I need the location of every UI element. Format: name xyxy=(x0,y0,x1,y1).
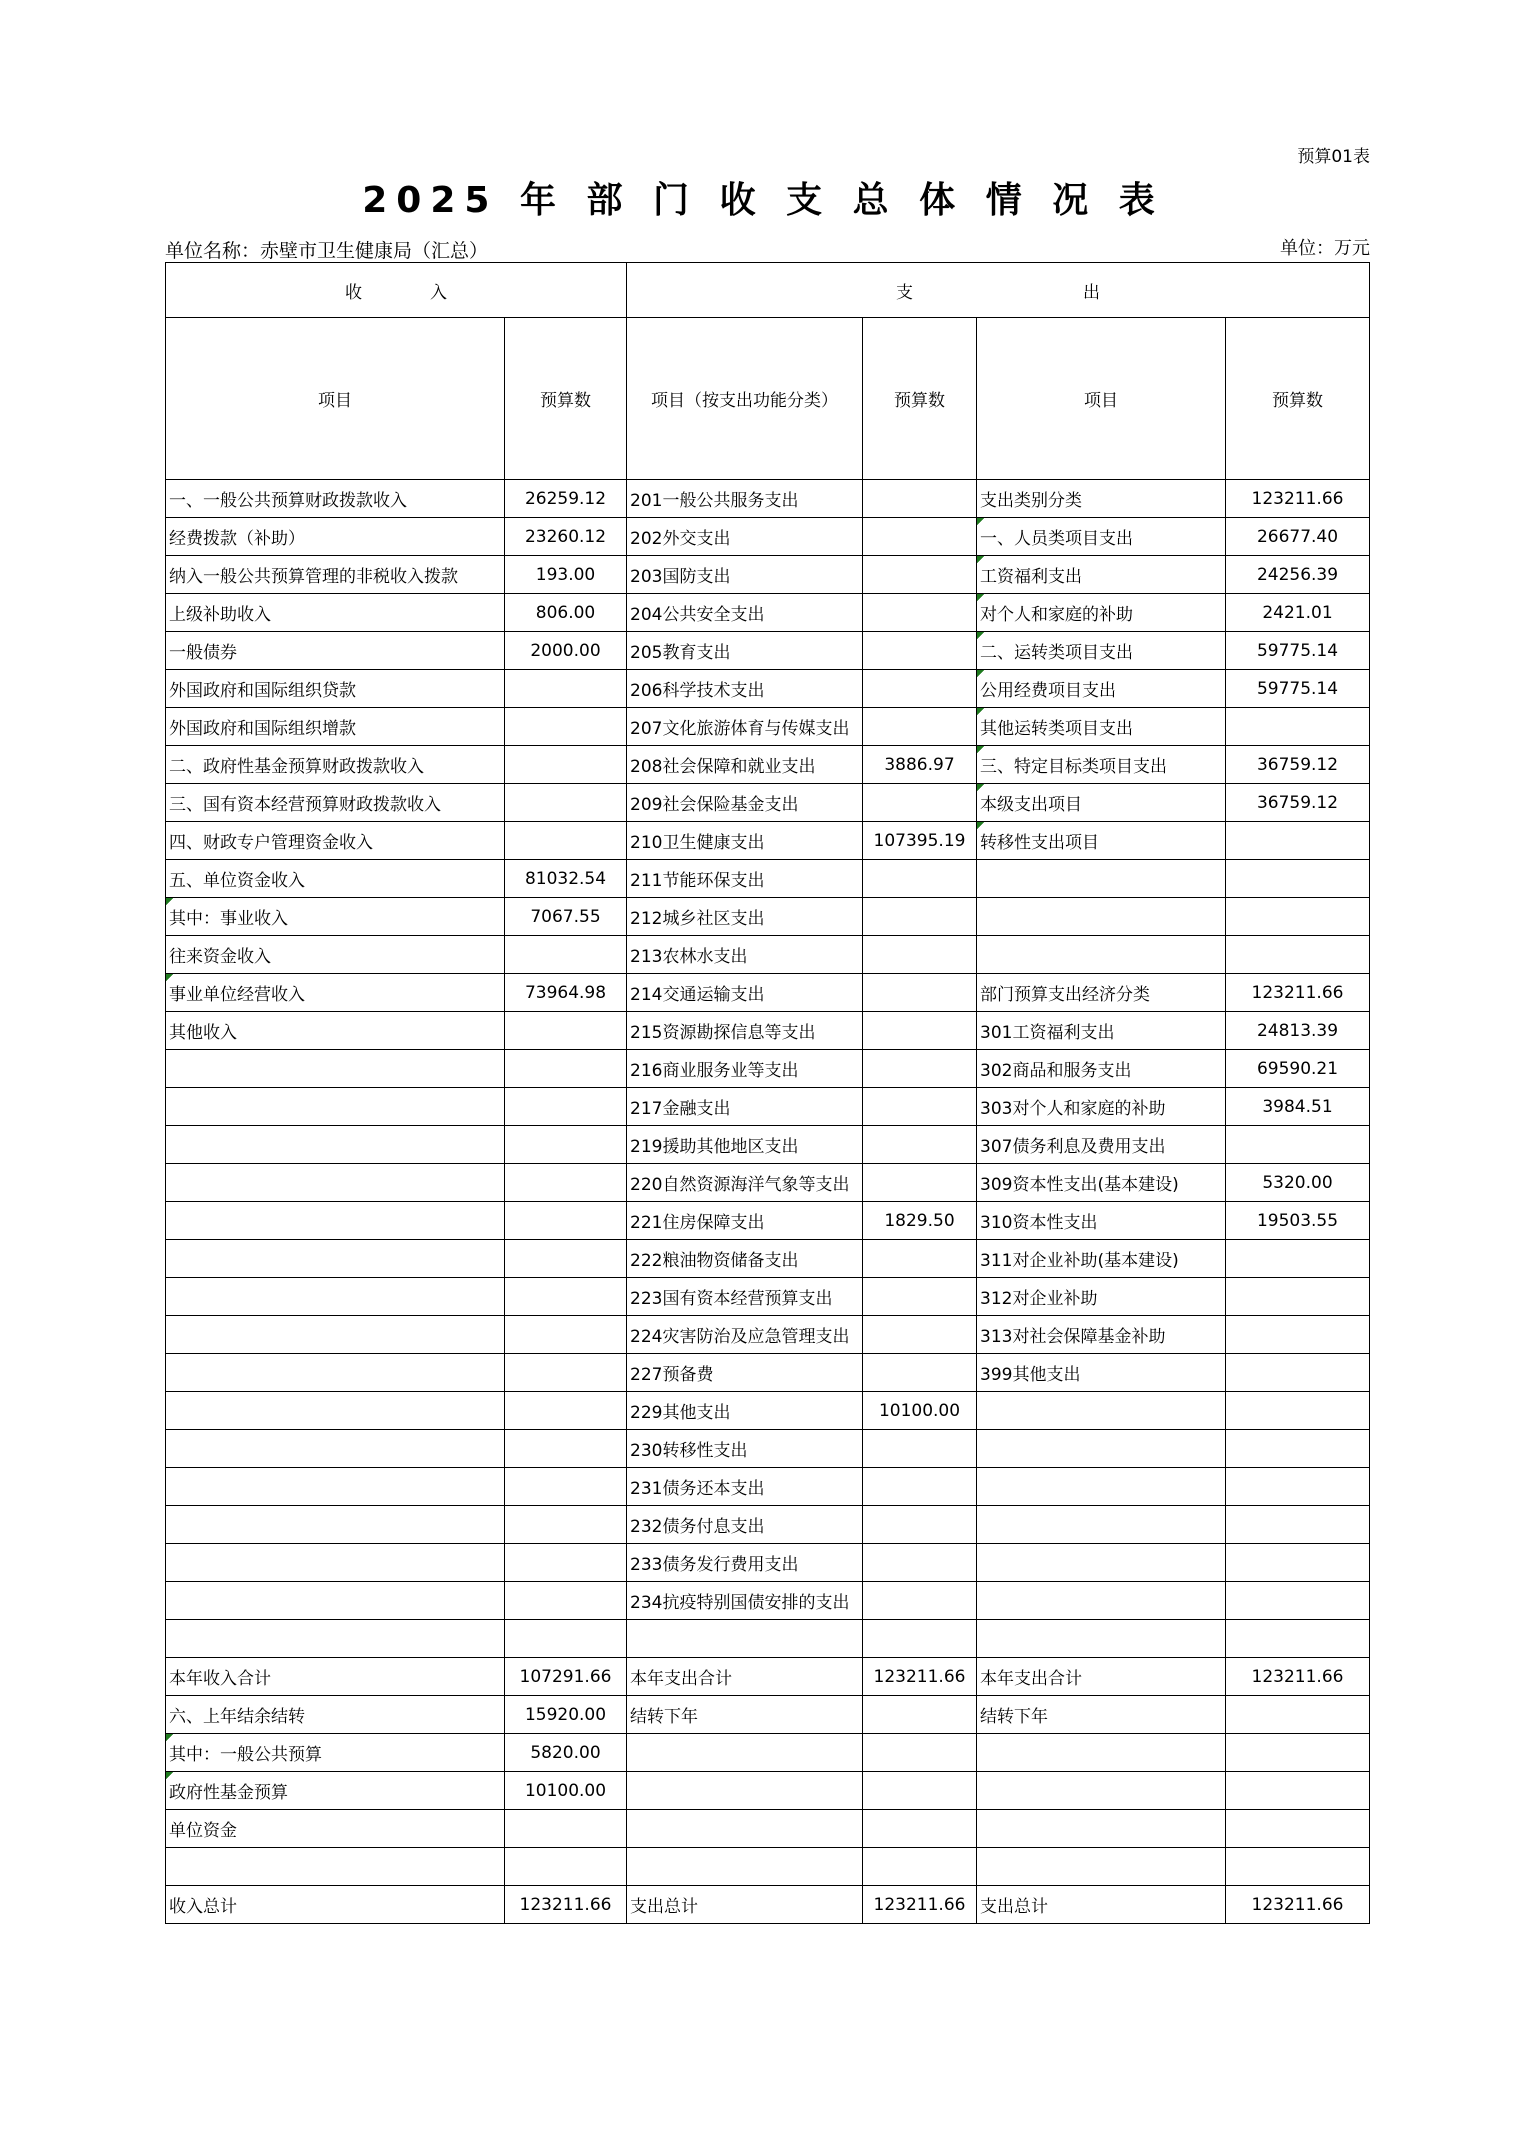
function-amount-cell xyxy=(863,594,977,632)
function-amount-cell xyxy=(863,1316,977,1354)
economic-amount-cell xyxy=(1226,1392,1370,1430)
function-amount-cell xyxy=(863,860,977,898)
function-item-cell: 220自然资源海洋气象等支出 xyxy=(627,1164,863,1202)
economic-amount-cell xyxy=(1226,1734,1370,1772)
function-amount-cell xyxy=(863,1620,977,1658)
income-amount-cell: 15920.00 xyxy=(505,1696,627,1734)
income-amount-cell: 7067.55 xyxy=(505,898,627,936)
economic-amount-cell xyxy=(1226,1354,1370,1392)
economic-item-cell: 312对企业补助 xyxy=(977,1278,1226,1316)
economic-item-cell xyxy=(977,860,1226,898)
function-item-cell xyxy=(627,1810,863,1848)
table-row xyxy=(166,1696,1370,1734)
economic-amount-cell xyxy=(1226,1506,1370,1544)
economic-item-cell: 301工资福利支出 xyxy=(977,1012,1226,1050)
table-row xyxy=(166,1202,1370,1240)
function-item-cell: 233债务发行费用支出 xyxy=(627,1544,863,1582)
economic-item-cell xyxy=(977,1620,1226,1658)
economic-item-cell: 本年支出合计 xyxy=(977,1658,1226,1696)
function-amount-cell xyxy=(863,1848,977,1886)
function-item-cell: 支出总计 xyxy=(627,1886,863,1924)
function-amount-cell xyxy=(863,974,977,1012)
income-amount-cell: 10100.00 xyxy=(505,1772,627,1810)
table-row xyxy=(166,1164,1370,1202)
function-item-cell: 231债务还本支出 xyxy=(627,1468,863,1506)
function-amount-cell xyxy=(863,1164,977,1202)
table-row xyxy=(166,1126,1370,1164)
table-row xyxy=(166,1316,1370,1354)
function-amount-cell xyxy=(863,784,977,822)
income-amount-cell xyxy=(505,1316,627,1354)
function-amount-cell xyxy=(863,1810,977,1848)
economic-amount-cell: 2421.01 xyxy=(1226,594,1370,632)
economic-item-cell: 303对个人和家庭的补助 xyxy=(977,1088,1226,1126)
income-item-cell: 其他收入 xyxy=(166,1012,505,1050)
income-item-cell: 一、一般公共预算财政拨款收入 xyxy=(166,480,505,518)
income-amount-cell xyxy=(505,1468,627,1506)
income-item-cell: 外国政府和国际组织增款 xyxy=(166,708,505,746)
income-amount-cell xyxy=(505,1240,627,1278)
economic-item-cell: 本级支出项目 xyxy=(977,784,1226,822)
economic-amount-cell: 123211.66 xyxy=(1226,1886,1370,1924)
economic-item-cell: 转移性支出项目 xyxy=(977,822,1226,860)
income-item-cell: 往来资金收入 xyxy=(166,936,505,974)
function-amount-cell xyxy=(863,898,977,936)
income-item-cell xyxy=(166,1544,505,1582)
table-row xyxy=(166,860,1370,898)
income-amount-cell xyxy=(505,1544,627,1582)
economic-amount-cell: 69590.21 xyxy=(1226,1050,1370,1088)
function-item-cell: 210卫生健康支出 xyxy=(627,822,863,860)
income-amount-cell xyxy=(505,1164,627,1202)
function-item-cell: 205教育支出 xyxy=(627,632,863,670)
function-item-cell: 232债务付息支出 xyxy=(627,1506,863,1544)
function-item-cell: 207文化旅游体育与传媒支出 xyxy=(627,708,863,746)
income-amount-cell xyxy=(505,1430,627,1468)
function-item-cell: 227预备费 xyxy=(627,1354,863,1392)
table-row xyxy=(166,1430,1370,1468)
function-amount-cell xyxy=(863,1126,977,1164)
income-amount-cell: 193.00 xyxy=(505,556,627,594)
income-item-cell: 五、单位资金收入 xyxy=(166,860,505,898)
function-item-cell: 222粮油物资储备支出 xyxy=(627,1240,863,1278)
income-item-cell xyxy=(166,1392,505,1430)
economic-item-cell: 三、特定目标类项目支出 xyxy=(977,746,1226,784)
income-amount-cell: 2000.00 xyxy=(505,632,627,670)
income-item-cell xyxy=(166,1848,505,1886)
function-item-cell: 215资源勘探信息等支出 xyxy=(627,1012,863,1050)
income-item-cell: 政府性基金预算 xyxy=(166,1772,505,1810)
income-item-cell: 纳入一般公共预算管理的非税收入拨款 xyxy=(166,556,505,594)
economic-amount-cell: 123211.66 xyxy=(1226,480,1370,518)
economic-amount-cell xyxy=(1226,1620,1370,1658)
table-row xyxy=(166,1772,1370,1810)
income-amount-cell xyxy=(505,1848,627,1886)
income-item-cell: 三、国有资本经营预算财政拨款收入 xyxy=(166,784,505,822)
economic-amount-cell xyxy=(1226,1316,1370,1354)
budget-table-body xyxy=(166,480,1370,1924)
income-item-cell xyxy=(166,1468,505,1506)
income-amount-cell xyxy=(505,1506,627,1544)
economic-item-cell xyxy=(977,1810,1226,1848)
income-item-cell: 经费拨款（补助） xyxy=(166,518,505,556)
page-title: 2025 年 部 门 收 支 总 体 情 况 表 xyxy=(362,180,1164,221)
table-row xyxy=(166,1240,1370,1278)
income-item-cell xyxy=(166,1582,505,1620)
unit-label: 单位：万元 xyxy=(1280,238,1370,259)
economic-item-cell: 302商品和服务支出 xyxy=(977,1050,1226,1088)
function-item-cell: 223国有资本经营预算支出 xyxy=(627,1278,863,1316)
function-amount-cell xyxy=(863,1544,977,1582)
table-row xyxy=(166,1050,1370,1088)
table-row xyxy=(166,1278,1370,1316)
economic-amount-cell xyxy=(1226,1810,1370,1848)
income-item-cell: 其中：一般公共预算 xyxy=(166,1734,505,1772)
economic-amount-cell: 19503.55 xyxy=(1226,1202,1370,1240)
income-item-cell: 外国政府和国际组织贷款 xyxy=(166,670,505,708)
economic-amount-cell xyxy=(1226,1544,1370,1582)
function-amount-cell xyxy=(863,1696,977,1734)
income-item-cell xyxy=(166,1506,505,1544)
income-amount-cell: 23260.12 xyxy=(505,518,627,556)
income-amount-cell xyxy=(505,1050,627,1088)
economic-amount-cell xyxy=(1226,1240,1370,1278)
economic-amount-cell xyxy=(1226,860,1370,898)
economic-amount-cell xyxy=(1226,1278,1370,1316)
function-amount-cell xyxy=(863,1354,977,1392)
economic-amount-cell xyxy=(1226,898,1370,936)
function-item-cell: 209社会保险基金支出 xyxy=(627,784,863,822)
economic-amount-cell xyxy=(1226,1582,1370,1620)
income-item-cell xyxy=(166,1278,505,1316)
function-item-cell xyxy=(627,1734,863,1772)
function-item-cell: 206科学技术支出 xyxy=(627,670,863,708)
function-item-cell: 221住房保障支出 xyxy=(627,1202,863,1240)
economic-amount-cell xyxy=(1226,1126,1370,1164)
income-item-cell xyxy=(166,1316,505,1354)
table-row xyxy=(166,1582,1370,1620)
table-row xyxy=(166,1658,1370,1696)
function-item-cell: 229其他支出 xyxy=(627,1392,863,1430)
economic-amount-cell xyxy=(1226,708,1370,746)
function-amount-cell: 123211.66 xyxy=(863,1658,977,1696)
economic-amount-cell xyxy=(1226,1430,1370,1468)
table-row xyxy=(166,1088,1370,1126)
function-item-cell: 213农林水支出 xyxy=(627,936,863,974)
function-item-cell: 214交通运输支出 xyxy=(627,974,863,1012)
income-item-cell xyxy=(166,1620,505,1658)
function-item-cell: 202外交支出 xyxy=(627,518,863,556)
column-header-row xyxy=(166,318,1370,480)
organization-name: 单位名称：赤壁市卫生健康局（汇总） xyxy=(165,240,489,262)
economic-item-cell: 310资本性支出 xyxy=(977,1202,1226,1240)
income-item-cell: 一般债券 xyxy=(166,632,505,670)
economic-item-cell: 309资本性支出(基本建设) xyxy=(977,1164,1226,1202)
economic-item-cell xyxy=(977,1430,1226,1468)
budget-table xyxy=(165,262,1370,1924)
income-item-cell xyxy=(166,1354,505,1392)
function-amount-cell xyxy=(863,1772,977,1810)
income-item-cell: 事业单位经营收入 xyxy=(166,974,505,1012)
function-amount-cell: 3886.97 xyxy=(863,746,977,784)
economic-item-cell xyxy=(977,1468,1226,1506)
income-amount-cell: 73964.98 xyxy=(505,974,627,1012)
function-amount-cell xyxy=(863,708,977,746)
function-amount-cell: 10100.00 xyxy=(863,1392,977,1430)
economic-amount-cell: 123211.66 xyxy=(1226,1658,1370,1696)
function-item-cell: 203国防支出 xyxy=(627,556,863,594)
economic-amount-cell: 59775.14 xyxy=(1226,632,1370,670)
economic-item-cell: 对个人和家庭的补助 xyxy=(977,594,1226,632)
economic-amount-header: 预算数 xyxy=(1226,318,1370,480)
function-amount-cell xyxy=(863,1278,977,1316)
economic-amount-cell xyxy=(1226,1772,1370,1810)
function-amount-cell xyxy=(863,1734,977,1772)
function-amount-cell xyxy=(863,1582,977,1620)
function-item-cell: 234抗疫特别国债安排的支出 xyxy=(627,1582,863,1620)
economic-amount-cell xyxy=(1226,1848,1370,1886)
economic-item-cell: 支出总计 xyxy=(977,1886,1226,1924)
function-amount-header: 预算数 xyxy=(863,318,977,480)
income-item-cell: 四、财政专户管理资金收入 xyxy=(166,822,505,860)
function-amount-cell xyxy=(863,556,977,594)
income-amount-cell xyxy=(505,1088,627,1126)
expenditure-section-header: 支 出 xyxy=(627,263,1370,318)
income-item-cell xyxy=(166,1430,505,1468)
economic-amount-cell xyxy=(1226,822,1370,860)
economic-item-cell: 部门预算支出经济分类 xyxy=(977,974,1226,1012)
table-row xyxy=(166,1354,1370,1392)
economic-item-cell xyxy=(977,898,1226,936)
table-row xyxy=(166,518,1370,556)
function-item-cell: 230转移性支出 xyxy=(627,1430,863,1468)
economic-amount-cell: 24256.39 xyxy=(1226,556,1370,594)
economic-item-cell xyxy=(977,1734,1226,1772)
function-item-cell: 224灾害防治及应急管理支出 xyxy=(627,1316,863,1354)
income-amount-cell xyxy=(505,1620,627,1658)
function-amount-cell xyxy=(863,1506,977,1544)
table-row xyxy=(166,556,1370,594)
function-item-cell: 211节能环保支出 xyxy=(627,860,863,898)
income-amount-cell: 806.00 xyxy=(505,594,627,632)
economic-item-cell: 结转下年 xyxy=(977,1696,1226,1734)
economic-item-cell: 二、运转类项目支出 xyxy=(977,632,1226,670)
economic-item-cell xyxy=(977,1848,1226,1886)
economic-amount-cell: 36759.12 xyxy=(1226,746,1370,784)
economic-item-cell xyxy=(977,1506,1226,1544)
function-item-cell: 204公共安全支出 xyxy=(627,594,863,632)
economic-amount-cell xyxy=(1226,936,1370,974)
income-amount-cell xyxy=(505,1392,627,1430)
income-amount-cell xyxy=(505,1202,627,1240)
income-item-cell xyxy=(166,1164,505,1202)
function-amount-cell: 107395.19 xyxy=(863,822,977,860)
economic-item-cell xyxy=(977,936,1226,974)
table-row xyxy=(166,1620,1370,1658)
income-amount-cell: 123211.66 xyxy=(505,1886,627,1924)
economic-amount-cell xyxy=(1226,1468,1370,1506)
function-amount-cell xyxy=(863,1050,977,1088)
income-amount-cell xyxy=(505,936,627,974)
table-row xyxy=(166,898,1370,936)
economic-item-cell xyxy=(977,1392,1226,1430)
function-item-header: 项目（按支出功能分类） xyxy=(627,318,863,480)
income-amount-cell xyxy=(505,670,627,708)
table-row xyxy=(166,936,1370,974)
economic-amount-cell: 26677.40 xyxy=(1226,518,1370,556)
income-amount-cell xyxy=(505,1278,627,1316)
income-item-cell: 单位资金 xyxy=(166,1810,505,1848)
table-row xyxy=(166,1012,1370,1050)
table-row xyxy=(166,1392,1370,1430)
income-amount-cell xyxy=(505,784,627,822)
table-row xyxy=(166,1886,1370,1924)
income-amount-cell xyxy=(505,1582,627,1620)
table-row xyxy=(166,1848,1370,1886)
economic-item-cell: 311对企业补助(基本建设) xyxy=(977,1240,1226,1278)
income-item-cell xyxy=(166,1050,505,1088)
income-amount-cell xyxy=(505,1354,627,1392)
function-item-cell xyxy=(627,1772,863,1810)
function-amount-cell xyxy=(863,1012,977,1050)
economic-item-cell: 313对社会保障基金补助 xyxy=(977,1316,1226,1354)
income-amount-cell: 81032.54 xyxy=(505,860,627,898)
income-amount-cell xyxy=(505,1810,627,1848)
economic-amount-cell xyxy=(1226,1696,1370,1734)
economic-amount-cell: 59775.14 xyxy=(1226,670,1370,708)
economic-amount-cell: 3984.51 xyxy=(1226,1088,1370,1126)
table-row xyxy=(166,594,1370,632)
function-amount-cell: 123211.66 xyxy=(863,1886,977,1924)
function-amount-cell xyxy=(863,936,977,974)
economic-item-cell: 支出类别分类 xyxy=(977,480,1226,518)
economic-amount-cell: 24813.39 xyxy=(1226,1012,1370,1050)
form-number: 预算01表 xyxy=(1297,147,1370,167)
table-row xyxy=(166,746,1370,784)
function-item-cell: 216商业服务业等支出 xyxy=(627,1050,863,1088)
income-item-cell xyxy=(166,1202,505,1240)
function-item-cell: 201一般公共服务支出 xyxy=(627,480,863,518)
economic-item-cell: 公用经费项目支出 xyxy=(977,670,1226,708)
function-item-cell: 212城乡社区支出 xyxy=(627,898,863,936)
economic-item-cell: 工资福利支出 xyxy=(977,556,1226,594)
function-item-cell: 208社会保障和就业支出 xyxy=(627,746,863,784)
economic-item-cell: 一、人员类项目支出 xyxy=(977,518,1226,556)
income-item-cell: 六、上年结余结转 xyxy=(166,1696,505,1734)
income-item-cell xyxy=(166,1240,505,1278)
income-amount-cell xyxy=(505,1126,627,1164)
function-amount-cell xyxy=(863,1088,977,1126)
economic-item-cell xyxy=(977,1544,1226,1582)
table-row xyxy=(166,784,1370,822)
income-item-cell xyxy=(166,1126,505,1164)
income-item-cell: 其中：事业收入 xyxy=(166,898,505,936)
function-item-cell: 本年支出合计 xyxy=(627,1658,863,1696)
table-row xyxy=(166,480,1370,518)
economic-item-cell: 其他运转类项目支出 xyxy=(977,708,1226,746)
section-header-row xyxy=(166,263,1370,318)
income-amount-cell xyxy=(505,746,627,784)
income-amount-cell: 5820.00 xyxy=(505,1734,627,1772)
income-item-header: 项目 xyxy=(166,318,505,480)
function-amount-cell xyxy=(863,1468,977,1506)
economic-item-header: 项目 xyxy=(977,318,1226,480)
income-amount-header: 预算数 xyxy=(505,318,627,480)
income-item-cell: 二、政府性基金预算财政拨款收入 xyxy=(166,746,505,784)
income-item-cell: 收入总计 xyxy=(166,1886,505,1924)
economic-amount-cell: 123211.66 xyxy=(1226,974,1370,1012)
function-item-cell xyxy=(627,1620,863,1658)
function-amount-cell xyxy=(863,1430,977,1468)
income-item-cell: 上级补助收入 xyxy=(166,594,505,632)
economic-item-cell: 399其他支出 xyxy=(977,1354,1226,1392)
function-amount-cell xyxy=(863,518,977,556)
table-row xyxy=(166,1544,1370,1582)
function-item-cell: 219援助其他地区支出 xyxy=(627,1126,863,1164)
income-amount-cell: 107291.66 xyxy=(505,1658,627,1696)
income-amount-cell: 26259.12 xyxy=(505,480,627,518)
income-amount-cell xyxy=(505,1012,627,1050)
function-amount-cell xyxy=(863,632,977,670)
income-item-cell xyxy=(166,1088,505,1126)
economic-item-cell xyxy=(977,1772,1226,1810)
function-item-cell: 217金融支出 xyxy=(627,1088,863,1126)
economic-item-cell xyxy=(977,1582,1226,1620)
function-amount-cell xyxy=(863,480,977,518)
table-row xyxy=(166,822,1370,860)
economic-amount-cell: 36759.12 xyxy=(1226,784,1370,822)
function-amount-cell xyxy=(863,670,977,708)
income-item-cell: 本年收入合计 xyxy=(166,1658,505,1696)
table-row xyxy=(166,974,1370,1012)
economic-amount-cell: 5320.00 xyxy=(1226,1164,1370,1202)
table-row xyxy=(166,708,1370,746)
table-row xyxy=(166,632,1370,670)
table-row xyxy=(166,670,1370,708)
income-amount-cell xyxy=(505,708,627,746)
function-item-cell xyxy=(627,1848,863,1886)
function-amount-cell xyxy=(863,1240,977,1278)
table-row xyxy=(166,1506,1370,1544)
table-row xyxy=(166,1468,1370,1506)
table-row xyxy=(166,1810,1370,1848)
income-amount-cell xyxy=(505,822,627,860)
income-section-header: 收 入 xyxy=(166,263,627,318)
table-row xyxy=(166,1734,1370,1772)
economic-item-cell: 307债务利息及费用支出 xyxy=(977,1126,1226,1164)
function-item-cell: 结转下年 xyxy=(627,1696,863,1734)
function-amount-cell: 1829.50 xyxy=(863,1202,977,1240)
